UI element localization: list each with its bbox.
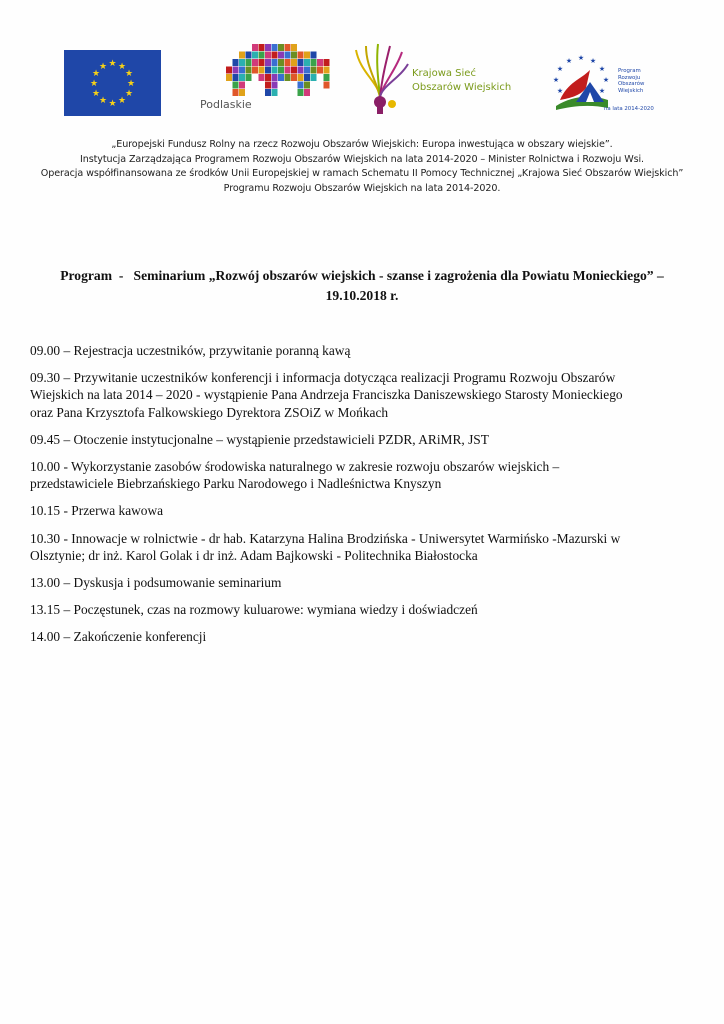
mosaic-tile xyxy=(324,74,330,81)
mosaic-tile xyxy=(304,89,310,96)
mosaic-tile xyxy=(252,59,258,66)
agenda-line: 09.00 – Rejestracja uczestników, przywitanie poranną kawą xyxy=(30,343,351,358)
agenda-line: Wiejskich na lata 2014 – 2020 - wystąpienie Pana Andrzeja Franciszka Daniszewskiego Starosty Monieckiego xyxy=(30,387,623,403)
agenda-line: 13.00 – Dyskusja i podsumowanie seminarium xyxy=(30,575,282,591)
agenda-item xyxy=(30,431,684,448)
mosaic-tile xyxy=(226,67,232,74)
mosaic-tile xyxy=(304,74,310,81)
mosaic-tile xyxy=(298,67,304,74)
agenda-line: 10.30 - Innowacje w rolnictwie - dr hab. Katarzyna Halina Brodzińska - Uniwersytet Warmińsko -Mazurski w xyxy=(30,530,621,546)
mosaic-tile xyxy=(311,59,317,66)
agenda-line: 09.45 – Otoczenie instytucjonalne – wystąpienie przedstawicieli PZDR, ARiMR, JST xyxy=(30,431,489,447)
mosaic-tile xyxy=(298,52,304,59)
title-line-1: Program - Seminarium „Rozwój obszarów wiejskich - szanse i zagrożenia dla Powiatu Monieckiego” – xyxy=(60,268,664,283)
agenda-item xyxy=(30,502,684,519)
mosaic-tile xyxy=(298,89,304,96)
agenda-item xyxy=(30,458,684,492)
agenda-item xyxy=(30,574,684,591)
tree-icon xyxy=(350,42,410,118)
prow-line1: Program xyxy=(618,68,641,74)
eu-flag-logo xyxy=(64,50,161,116)
mosaic-tile xyxy=(252,52,258,59)
mosaic-tile xyxy=(272,44,278,51)
svg-text:★: ★ xyxy=(91,89,101,99)
mosaic-tile xyxy=(259,44,265,51)
mosaic-tile xyxy=(239,67,245,74)
mosaic-tile xyxy=(285,52,291,59)
mosaic-tile xyxy=(265,44,271,51)
mosaic-tile xyxy=(285,67,291,74)
mosaic-tile xyxy=(291,67,297,74)
mosaic-tile xyxy=(317,67,323,74)
prow-wordmark xyxy=(618,68,644,94)
mosaic-tile xyxy=(272,74,278,81)
mosaic-tile xyxy=(304,82,310,89)
mosaic-tile xyxy=(298,59,304,66)
svg-text:★: ★ xyxy=(602,76,610,84)
funding-statement xyxy=(40,138,684,196)
svg-text:★: ★ xyxy=(117,96,127,106)
mosaic-tile xyxy=(246,74,252,81)
mosaic-tile xyxy=(259,59,265,66)
funding-line-2: Instytucja Zarządzająca Programem Rozwoju Obszarów Wiejskich na lata 2014-2020 – Minister Rolnictwa i Rozwoju Wsi. xyxy=(79,153,644,165)
mosaic-tile xyxy=(311,52,317,59)
agenda-item xyxy=(30,601,684,618)
mosaic-tile xyxy=(285,59,291,66)
agenda-item xyxy=(30,342,684,359)
svg-text:★: ★ xyxy=(598,87,606,95)
mosaic-tile xyxy=(304,52,310,59)
svg-text:★: ★ xyxy=(117,62,127,72)
prow-emblem-icon xyxy=(546,52,616,114)
mosaic-tile xyxy=(265,82,271,89)
prow-logo xyxy=(546,52,658,122)
svg-text:★: ★ xyxy=(108,99,117,109)
agenda-line: 10.00 - Wykorzystanie zasobów środowiska naturalnego w zakresie rozwoju obszarów wiejskich – xyxy=(30,459,560,475)
mosaic-tile xyxy=(233,74,239,81)
mosaic-tile xyxy=(285,44,291,51)
mosaic-tile xyxy=(324,59,330,66)
funding-line-3: Operacja współfinansowana ze środków Unii Europejskiej w ramach Schematu II Pomocy Technicznej „Krajowa Sieć Obszarów Wiejskich” xyxy=(40,168,684,180)
svg-text:★: ★ xyxy=(98,96,108,106)
title-line-2: 19.10.2018 r. xyxy=(325,288,399,303)
prow-line5: na lata 2014-2020 xyxy=(604,106,654,112)
mosaic-tile xyxy=(252,44,258,51)
program-title xyxy=(30,266,694,306)
podlaskie-logo xyxy=(196,42,336,120)
svg-text:★: ★ xyxy=(556,87,564,95)
mosaic-tile xyxy=(317,59,323,66)
mosaic-tile xyxy=(265,89,271,96)
mosaic-tile xyxy=(272,89,278,96)
agenda-item xyxy=(30,530,684,564)
mosaic-tile xyxy=(291,52,297,59)
logo-bar xyxy=(0,42,724,122)
mosaic-tile xyxy=(239,74,245,81)
mosaic-tile xyxy=(291,59,297,66)
mosaic-tile xyxy=(278,74,284,81)
mosaic-tile xyxy=(265,59,271,66)
mosaic-tile xyxy=(298,82,304,89)
mosaic-tile xyxy=(239,52,245,59)
agenda-line: przedstawiciele Biebrzańskiego Parku Narodowego i Nadleśnictwa Knyszyn xyxy=(30,476,442,492)
agenda-line: 14.00 – Zakończenie konferencji xyxy=(30,629,207,645)
mosaic-tile xyxy=(272,67,278,74)
svg-text:★: ★ xyxy=(98,62,108,72)
agenda-item xyxy=(30,369,684,421)
mosaic-tile xyxy=(278,52,284,59)
mosaic-tile xyxy=(233,82,239,89)
agenda-line: Olsztynie; dr inż. Karol Golak i dr inż. Adam Bajkowski - Politechnika Białostocka xyxy=(30,547,478,563)
mosaic-tile xyxy=(278,67,284,74)
mosaic-tile xyxy=(285,74,291,81)
mosaic-tile xyxy=(239,59,245,66)
mosaic-tile xyxy=(278,59,284,66)
mosaic-tile xyxy=(298,74,304,81)
mosaic-tile xyxy=(311,67,317,74)
mosaic-tile xyxy=(259,67,265,74)
mosaic-tile xyxy=(265,74,271,81)
prow-line3: Obszarów xyxy=(618,81,645,88)
svg-text:★: ★ xyxy=(126,79,136,89)
prow-line4: Wiejskich xyxy=(618,87,644,94)
agenda-line: 13.15 – Poczęstunek, czas na rozmowy kuluarowe: wymiana wiedzy i doświadczeń xyxy=(30,602,478,618)
mosaic-tile xyxy=(272,59,278,66)
ksow-line1: Krajowa Sieć xyxy=(412,68,476,79)
mosaic-tile xyxy=(265,67,271,74)
podlaskie-wordmark: Podlaskie xyxy=(200,98,252,111)
mosaic-tile xyxy=(324,67,330,74)
svg-text:★: ★ xyxy=(565,57,573,65)
svg-text:★: ★ xyxy=(108,59,117,69)
prow-line2: Rozwoju xyxy=(618,74,641,81)
mosaic-tile xyxy=(259,52,265,59)
mosaic-tile xyxy=(226,74,232,81)
mosaic-tile xyxy=(239,89,245,96)
mosaic-tile xyxy=(311,74,317,81)
svg-text:★: ★ xyxy=(589,57,597,65)
mosaic-tile xyxy=(252,67,258,74)
mosaic-tile xyxy=(265,52,271,59)
mosaic-tile xyxy=(324,82,330,89)
mosaic-tile xyxy=(246,59,252,66)
funding-line-4: Programu Rozwoju Obszarów Wiejskich na lata 2014-2020. xyxy=(223,182,501,194)
mosaic-tile xyxy=(259,74,265,81)
svg-text:★: ★ xyxy=(556,65,564,73)
mosaic-tile xyxy=(291,44,297,51)
svg-text:★: ★ xyxy=(124,69,134,79)
mosaic-tile xyxy=(246,67,252,74)
mosaic-tile xyxy=(239,82,245,89)
ksow-logo xyxy=(350,42,530,118)
svg-text:★: ★ xyxy=(89,79,99,89)
mosaic-tile xyxy=(246,52,252,59)
svg-text:★: ★ xyxy=(552,76,560,84)
svg-text:★: ★ xyxy=(598,65,606,73)
agenda-item xyxy=(30,628,684,645)
ksow-line2: Obszarów Wiejskich xyxy=(412,82,512,93)
eu-stars-icon xyxy=(64,50,161,116)
agenda-line: 09.30 – Przywitanie uczestników konferencji i informacja dotycząca realizacji Programu Rozwoju Obszarów xyxy=(30,370,616,386)
agenda-line: 10.15 - Przerwa kawowa xyxy=(30,503,164,519)
svg-text:★: ★ xyxy=(577,54,585,62)
svg-text:★: ★ xyxy=(124,89,134,99)
mosaic-tile xyxy=(233,59,239,66)
agenda-line: oraz Pana Krzysztofa Falkowskiego Dyrektora ZSOiZ w Mońkach xyxy=(30,404,389,420)
mosaic-tile xyxy=(291,74,297,81)
mosaic-tile xyxy=(272,52,278,59)
agenda-list xyxy=(30,342,684,656)
mosaic-tile xyxy=(304,67,310,74)
mosaic-tile xyxy=(233,89,239,96)
funding-line-1: „Europejski Fundusz Rolny na rzecz Rozwoju Obszarów Wiejskich: Europa inwestująca w obszary wiejskie”. xyxy=(111,139,613,150)
svg-text:★: ★ xyxy=(91,69,101,79)
mosaic-tile xyxy=(304,59,310,66)
mosaic-tile xyxy=(278,44,284,51)
mosaic-tile xyxy=(233,67,239,74)
mosaic-tile xyxy=(272,82,278,89)
